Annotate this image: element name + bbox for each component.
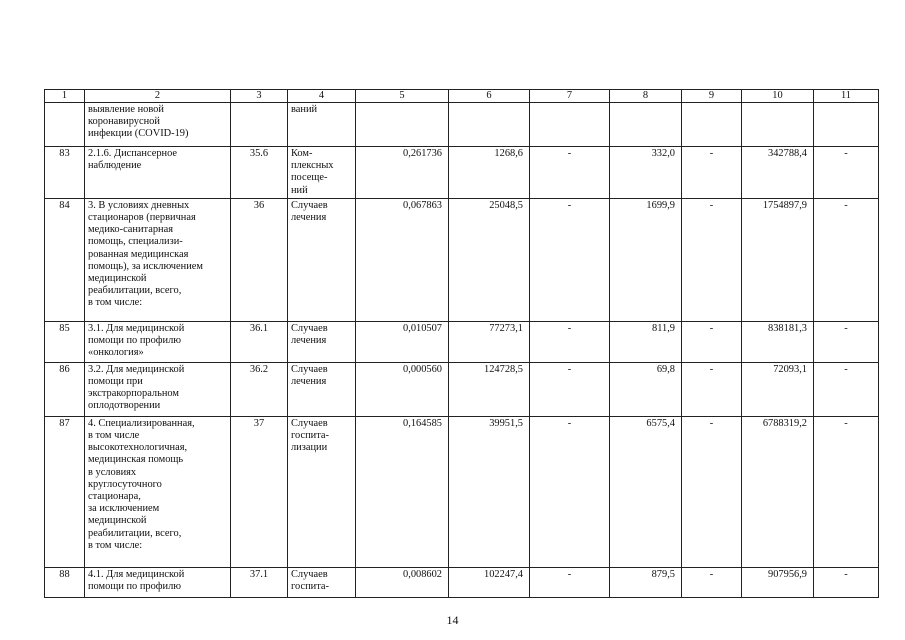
- row-unit: Случаев госпита-: [288, 567, 356, 597]
- row-value-col6: 25048,5: [449, 198, 530, 321]
- row-value-col7: -: [530, 321, 610, 362]
- row-value-col10: 342788,4: [742, 147, 814, 199]
- row-value-col11: -: [814, 567, 879, 597]
- row-unit: Ком- плексных посеще- ний: [288, 147, 356, 199]
- row-number: 84: [45, 198, 85, 321]
- row-code: 37: [231, 416, 288, 567]
- row-number: 85: [45, 321, 85, 362]
- row-value-col5: 0,261736: [356, 147, 449, 199]
- row-code: 35.6: [231, 147, 288, 199]
- row-value-col8: 332,0: [610, 147, 682, 199]
- row-value-col8: [610, 103, 682, 147]
- row-value-col10: 72093,1: [742, 362, 814, 416]
- row-name: 4.1. Для медицинской помощи по профилю: [85, 567, 231, 597]
- column-number-row: [45, 90, 879, 103]
- row-value-col6: 102247,4: [449, 567, 530, 597]
- row-code: 36.2: [231, 362, 288, 416]
- table-row: [45, 362, 879, 416]
- row-value-col5: 0,067863: [356, 198, 449, 321]
- row-value-col10: 6788319,2: [742, 416, 814, 567]
- row-value-col11: -: [814, 321, 879, 362]
- column-number: 4: [288, 90, 356, 103]
- row-value-col5: 0,164585: [356, 416, 449, 567]
- row-name: 4. Специализированная, в том числе высокотехнологичная, медицинская помощь в условиях круглосуточного стационара, за исключением медицинской реабилитации, всего, в том числе:: [85, 416, 231, 567]
- row-value-col10: 907956,9: [742, 567, 814, 597]
- table-row: [45, 567, 879, 597]
- row-value-col9: -: [682, 567, 742, 597]
- column-number: 7: [530, 90, 610, 103]
- row-name: 2.1.6. Диспансерное наблюдение: [85, 147, 231, 199]
- row-value-col5: 0,008602: [356, 567, 449, 597]
- column-number: 10: [742, 90, 814, 103]
- row-code: 36: [231, 198, 288, 321]
- row-number: 86: [45, 362, 85, 416]
- row-value-col7: -: [530, 416, 610, 567]
- row-unit: ваний: [288, 103, 356, 147]
- column-number: 9: [682, 90, 742, 103]
- row-value-col8: 879,5: [610, 567, 682, 597]
- row-number: 88: [45, 567, 85, 597]
- row-unit: Случаев лечения: [288, 198, 356, 321]
- financing-table: [44, 89, 879, 598]
- row-value-col7: -: [530, 362, 610, 416]
- row-value-col5: 0,010507: [356, 321, 449, 362]
- row-value-col10: [742, 103, 814, 147]
- table-row: [45, 103, 879, 147]
- row-value-col7: -: [530, 567, 610, 597]
- row-value-col8: 69,8: [610, 362, 682, 416]
- row-value-col7: -: [530, 198, 610, 321]
- row-value-col8: 6575,4: [610, 416, 682, 567]
- row-value-col6: 124728,5: [449, 362, 530, 416]
- row-number: 83: [45, 147, 85, 199]
- row-value-col9: -: [682, 321, 742, 362]
- row-value-col6: 39951,5: [449, 416, 530, 567]
- row-value-col9: [682, 103, 742, 147]
- row-code: 37.1: [231, 567, 288, 597]
- row-value-col5: 0,000560: [356, 362, 449, 416]
- page-number: 14: [446, 613, 459, 627]
- row-code: 36.1: [231, 321, 288, 362]
- row-name: выявление новой коронавирусной инфекции (COVID-19): [85, 103, 231, 147]
- row-unit: Случаев лечения: [288, 362, 356, 416]
- row-unit: Случаев лечения: [288, 321, 356, 362]
- row-value-col9: -: [682, 198, 742, 321]
- row-number: 87: [45, 416, 85, 567]
- row-unit: Случаев госпита- лизации: [288, 416, 356, 567]
- row-value-col8: 811,9: [610, 321, 682, 362]
- row-value-col11: -: [814, 147, 879, 199]
- row-name: 3. В условиях дневных стационаров (первичная медико-санитарная помощь, специализи- рованная медицинская помощь), за исключением медицинской реабилитации, всего, в том числе:: [85, 198, 231, 321]
- row-value-col10: 1754897,9: [742, 198, 814, 321]
- row-value-col8: 1699,9: [610, 198, 682, 321]
- row-value-col11: -: [814, 416, 879, 567]
- table-row: [45, 416, 879, 567]
- row-number: [45, 103, 85, 147]
- column-number: 1: [45, 90, 85, 103]
- row-value-col10: 838181,3: [742, 321, 814, 362]
- row-value-col9: -: [682, 416, 742, 567]
- row-value-col9: -: [682, 147, 742, 199]
- table-row: [45, 321, 879, 362]
- row-value-col7: -: [530, 147, 610, 199]
- row-name: 3.1. Для медицинской помощи по профилю «онкология»: [85, 321, 231, 362]
- column-number: 3: [231, 90, 288, 103]
- row-value-col7: [530, 103, 610, 147]
- row-value-col6: [449, 103, 530, 147]
- row-value-col6: 77273,1: [449, 321, 530, 362]
- column-number: 2: [85, 90, 231, 103]
- column-number: 8: [610, 90, 682, 103]
- row-value-col11: -: [814, 362, 879, 416]
- row-value-col11: [814, 103, 879, 147]
- row-value-col6: 1268,6: [449, 147, 530, 199]
- table-row: [45, 147, 879, 199]
- row-value-col5: [356, 103, 449, 147]
- column-number: 6: [449, 90, 530, 103]
- row-value-col9: -: [682, 362, 742, 416]
- column-number: 5: [356, 90, 449, 103]
- row-value-col11: -: [814, 198, 879, 321]
- row-code: [231, 103, 288, 147]
- column-number: 11: [814, 90, 879, 103]
- table-row: [45, 198, 879, 321]
- row-name: 3.2. Для медицинской помощи при экстракорпоральном оплодотворении: [85, 362, 231, 416]
